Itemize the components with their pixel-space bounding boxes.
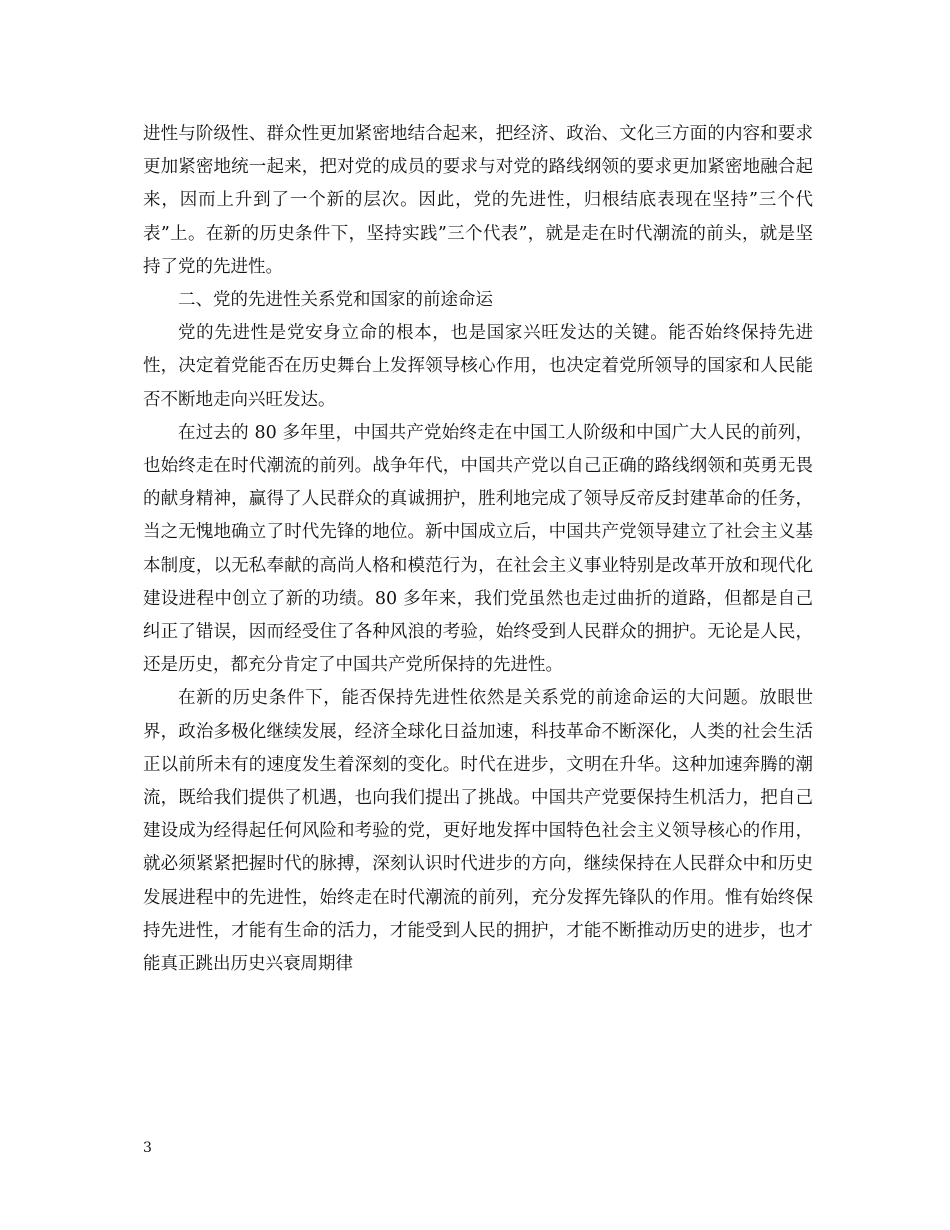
page-number: 3 xyxy=(143,1140,152,1156)
document-body xyxy=(143,118,813,981)
body-paragraph: 在新的历史条件下，能否保持先进性依然是关系党的前途命运的大问题。放眼世界，政治多极化继续发展，经济全球化日益加速，科技革命不断深化，人类的社会生活正以前所未有的速度发生着深刻的变化。时代在进步，文明在升华。这种加速奔腾的潮流，既给我们提供了机遇，也向我们提出了挑战。中国共产党要保持生机活力，把自己建设成为经得起任何风险和考验的党，更好地发挥中国特色社会主义领导核心的作用，就必须紧紧把握时代的脉搏，深刻认识时代进步的方向，继续保持在人民群众中和历史发展进程中的先进性，始终走在时代潮流的前列，充分发挥先锋队的作用。惟有始终保持先进性，才能有生命的活力，才能受到人民的拥护，才能不断推动历史的进步，也才能真正跳出历史兴衰周期律 xyxy=(143,688,813,975)
body-paragraph: 在过去的 80 多年里，中国共产党始终走在中国工人阶级和中国广大人民的前列，也始终走在时代潮流的前列。战争年代，中国共产党以自己正确的路线纲领和英勇无畏的献身精神，赢得了人民群众的真诚拥护，胜利地完成了领导反帝反封建革命的任务，当之无愧地确立了时代先锋的地位。新中国成立后，中国共产党领导建立了社会主义基本制度，以无私奉献的高尚人格和模范行为，在社会主义事业特别是改革开放和现代化建设进程中创立了新的功绩。80 多年来，我们党虽然也走过曲折的道路，但都是自己纠正了错误，因而经受住了各种风浪的考验，始终受到人民群众的拥护。无论是人民，还是历史，都充分肯定了中国共产党所保持的先进性。 xyxy=(143,422,813,676)
body-paragraph: 党的先进性是党安身立命的根本，也是国家兴旺发达的关键。能否始终保持先进性，决定着党能否在历史舞台上发挥领导核心作用，也决定着党所领导的国家和人民能否不断地走向兴旺发达。 xyxy=(143,323,813,410)
section-heading: 二、党的先进性关系党和国家的前途命运 xyxy=(178,290,493,311)
body-paragraph: 进性与阶级性、群众性更加紧密地结合起来，把经济、政治、文化三方面的内容和要求更加紧密地统一起来，把对党的成员的要求与对党的路线纲领的要求更加紧密地融合起来，因而上升到了一个新的层次。因此，党的先进性，归根结底表现在坚持”三个代表”上。在新的历史条件下，坚持实践”三个代表”，就是走在时代潮流的前头，就是坚持了党的先进性。 xyxy=(143,124,813,277)
